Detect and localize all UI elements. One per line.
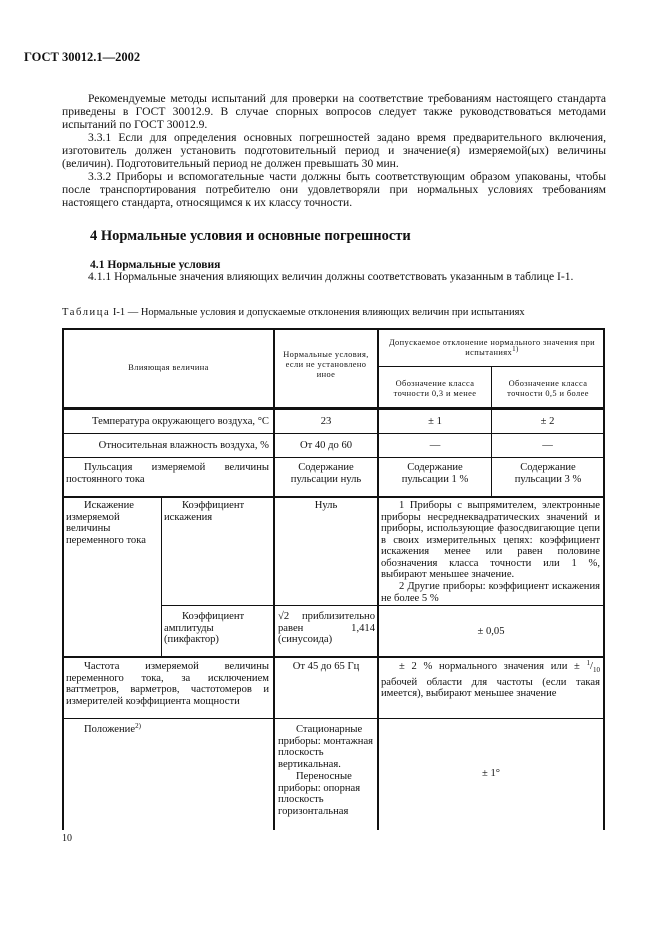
row-temperature-dev-high: ± 2 xyxy=(540,416,555,427)
row-position-label: Положение$^{2)}$ xyxy=(84,722,141,735)
clause-4-1-1: 4.1.1 Нормальные значения влияющих величин должны соответствовать указанным в таблице I-1. xyxy=(88,270,574,283)
row-position-normal-portable: Переносные приборы: опорная плоскость горизонтальная xyxy=(278,771,361,817)
header-influence: Влияющая величина xyxy=(128,363,209,372)
row-ripple-normal: Содержание пульсации нуль xyxy=(290,462,362,485)
row-distortion-label: Искажение измеряемой величины переменного тока xyxy=(66,500,146,546)
row-crest-sub: Коэффициент амплитуды (пикфактор) xyxy=(164,611,245,645)
row-ripple-dev-high: Содержание пульсации 3 % xyxy=(514,462,582,485)
row-temperature-dev-low: ± 1 xyxy=(428,416,442,427)
row-humidity-dev-high: — xyxy=(542,440,553,451)
row-crest-normal: √2 приблизительно равен 1,414 (синусоида) xyxy=(278,611,375,645)
footnote-ref: 1) xyxy=(512,345,519,353)
normal-conditions-table xyxy=(62,328,605,830)
row-frequency-dev: ± 2 % нормального значения или ± $^1/_{10}$ рабочей области для частоты (если такая имеется), выбирают меньшее значение xyxy=(381,659,600,700)
table-caption-text: I-1 — Нормальные условия и допускаемые отклонения влияющих величин при испытаниях xyxy=(110,307,525,318)
row-position-normal-stationary: Стационарные приборы: монтажная плоскость вертикальная. xyxy=(278,724,374,770)
row-humidity-dev-low: — xyxy=(429,440,441,451)
row-distortion-note-2: 2 Другие приборы: коэффициент искажения не более 5 % xyxy=(381,581,600,604)
subsection-title: 4.1 Нормальные условия xyxy=(90,258,221,271)
row-temperature-normal: 23 xyxy=(320,416,332,427)
table-caption-label: Таблица xyxy=(62,307,111,318)
header-deviation: Допускаемое отклонение нормального значения при испытаниях$^{1)}$ xyxy=(388,338,596,357)
header-class-high: Обозначение класса точности 0,5 и более xyxy=(507,379,589,398)
section-title: 4 Нормальные условия и основные погрешности xyxy=(90,228,411,244)
row-humidity-label: Относительная влажность воздуха, % xyxy=(98,440,269,451)
document-header: ГОСТ 30012.1—2002 xyxy=(24,50,141,64)
row-crest-dev: ± 0,05 xyxy=(477,626,505,637)
row-ripple-label: Пульсация измеряемой величины постоянного тока xyxy=(66,462,269,485)
intro-paragraph: Рекомендуемые методы испытаний для проверки на соответствие требованиям настоящего стандарта приведены в ГОСТ 30012.9. В случае спорных вопросов следует также руководствоваться методами испытаний по ГОСТ 30012.9. xyxy=(62,92,606,131)
row-ripple-dev-low: Содержание пульсации 1 % xyxy=(401,462,469,485)
row-frequency-label: Частота измеряемой величины переменного тока, за исключением ваттметров, варметров, частотомеров и измерителей коэффициента мощности xyxy=(66,661,269,707)
table-caption xyxy=(62,307,525,318)
page-number: 10 xyxy=(62,833,72,844)
row-position-dev: ± 1° xyxy=(482,768,500,779)
header-normal: Нормальные условия, если не установлено иное xyxy=(283,350,369,379)
row-temperature-label: Температура окружающего воздуха, °С xyxy=(92,416,269,427)
row-distortion-sub: Коэффициент искажения xyxy=(164,500,245,523)
row-distortion-normal: Нуль xyxy=(314,500,338,511)
clause-3-3-1: 3.3.1 Если для определения основных погрешностей задано время предварительного включения, изготовитель должен установить подготовительный период и значение(я) измеряемой(ых) величины (величин). Подготовительный период не должен превышать 30 мин. xyxy=(62,131,606,170)
header-class-low: Обозначение класса точности 0,3 и менее xyxy=(393,379,477,398)
clause-3-3-2: 3.3.2 Приборы и вспомогательные части должны быть соответствующим образом упакованы, чтобы после транспортирования потребителю они удовлетворяли при нормальных условиях требованиям настоящего стандарта, относящимся к их классу точности. xyxy=(62,170,606,209)
row-distortion-note-1: 1 Приборы с выпрямителем, электронные приборы несреднеквадратических значений и приборы, использующие фазосдвигающие цепи в своих измерительных цепях: коэффициент искажения менее или равен половине обозначения класса точности или 1 %, выбирают меньшее значение. xyxy=(381,500,600,580)
row-frequency-normal: От 45 до 65 Гц xyxy=(292,661,360,672)
row-humidity-normal: От 40 до 60 xyxy=(299,440,353,451)
